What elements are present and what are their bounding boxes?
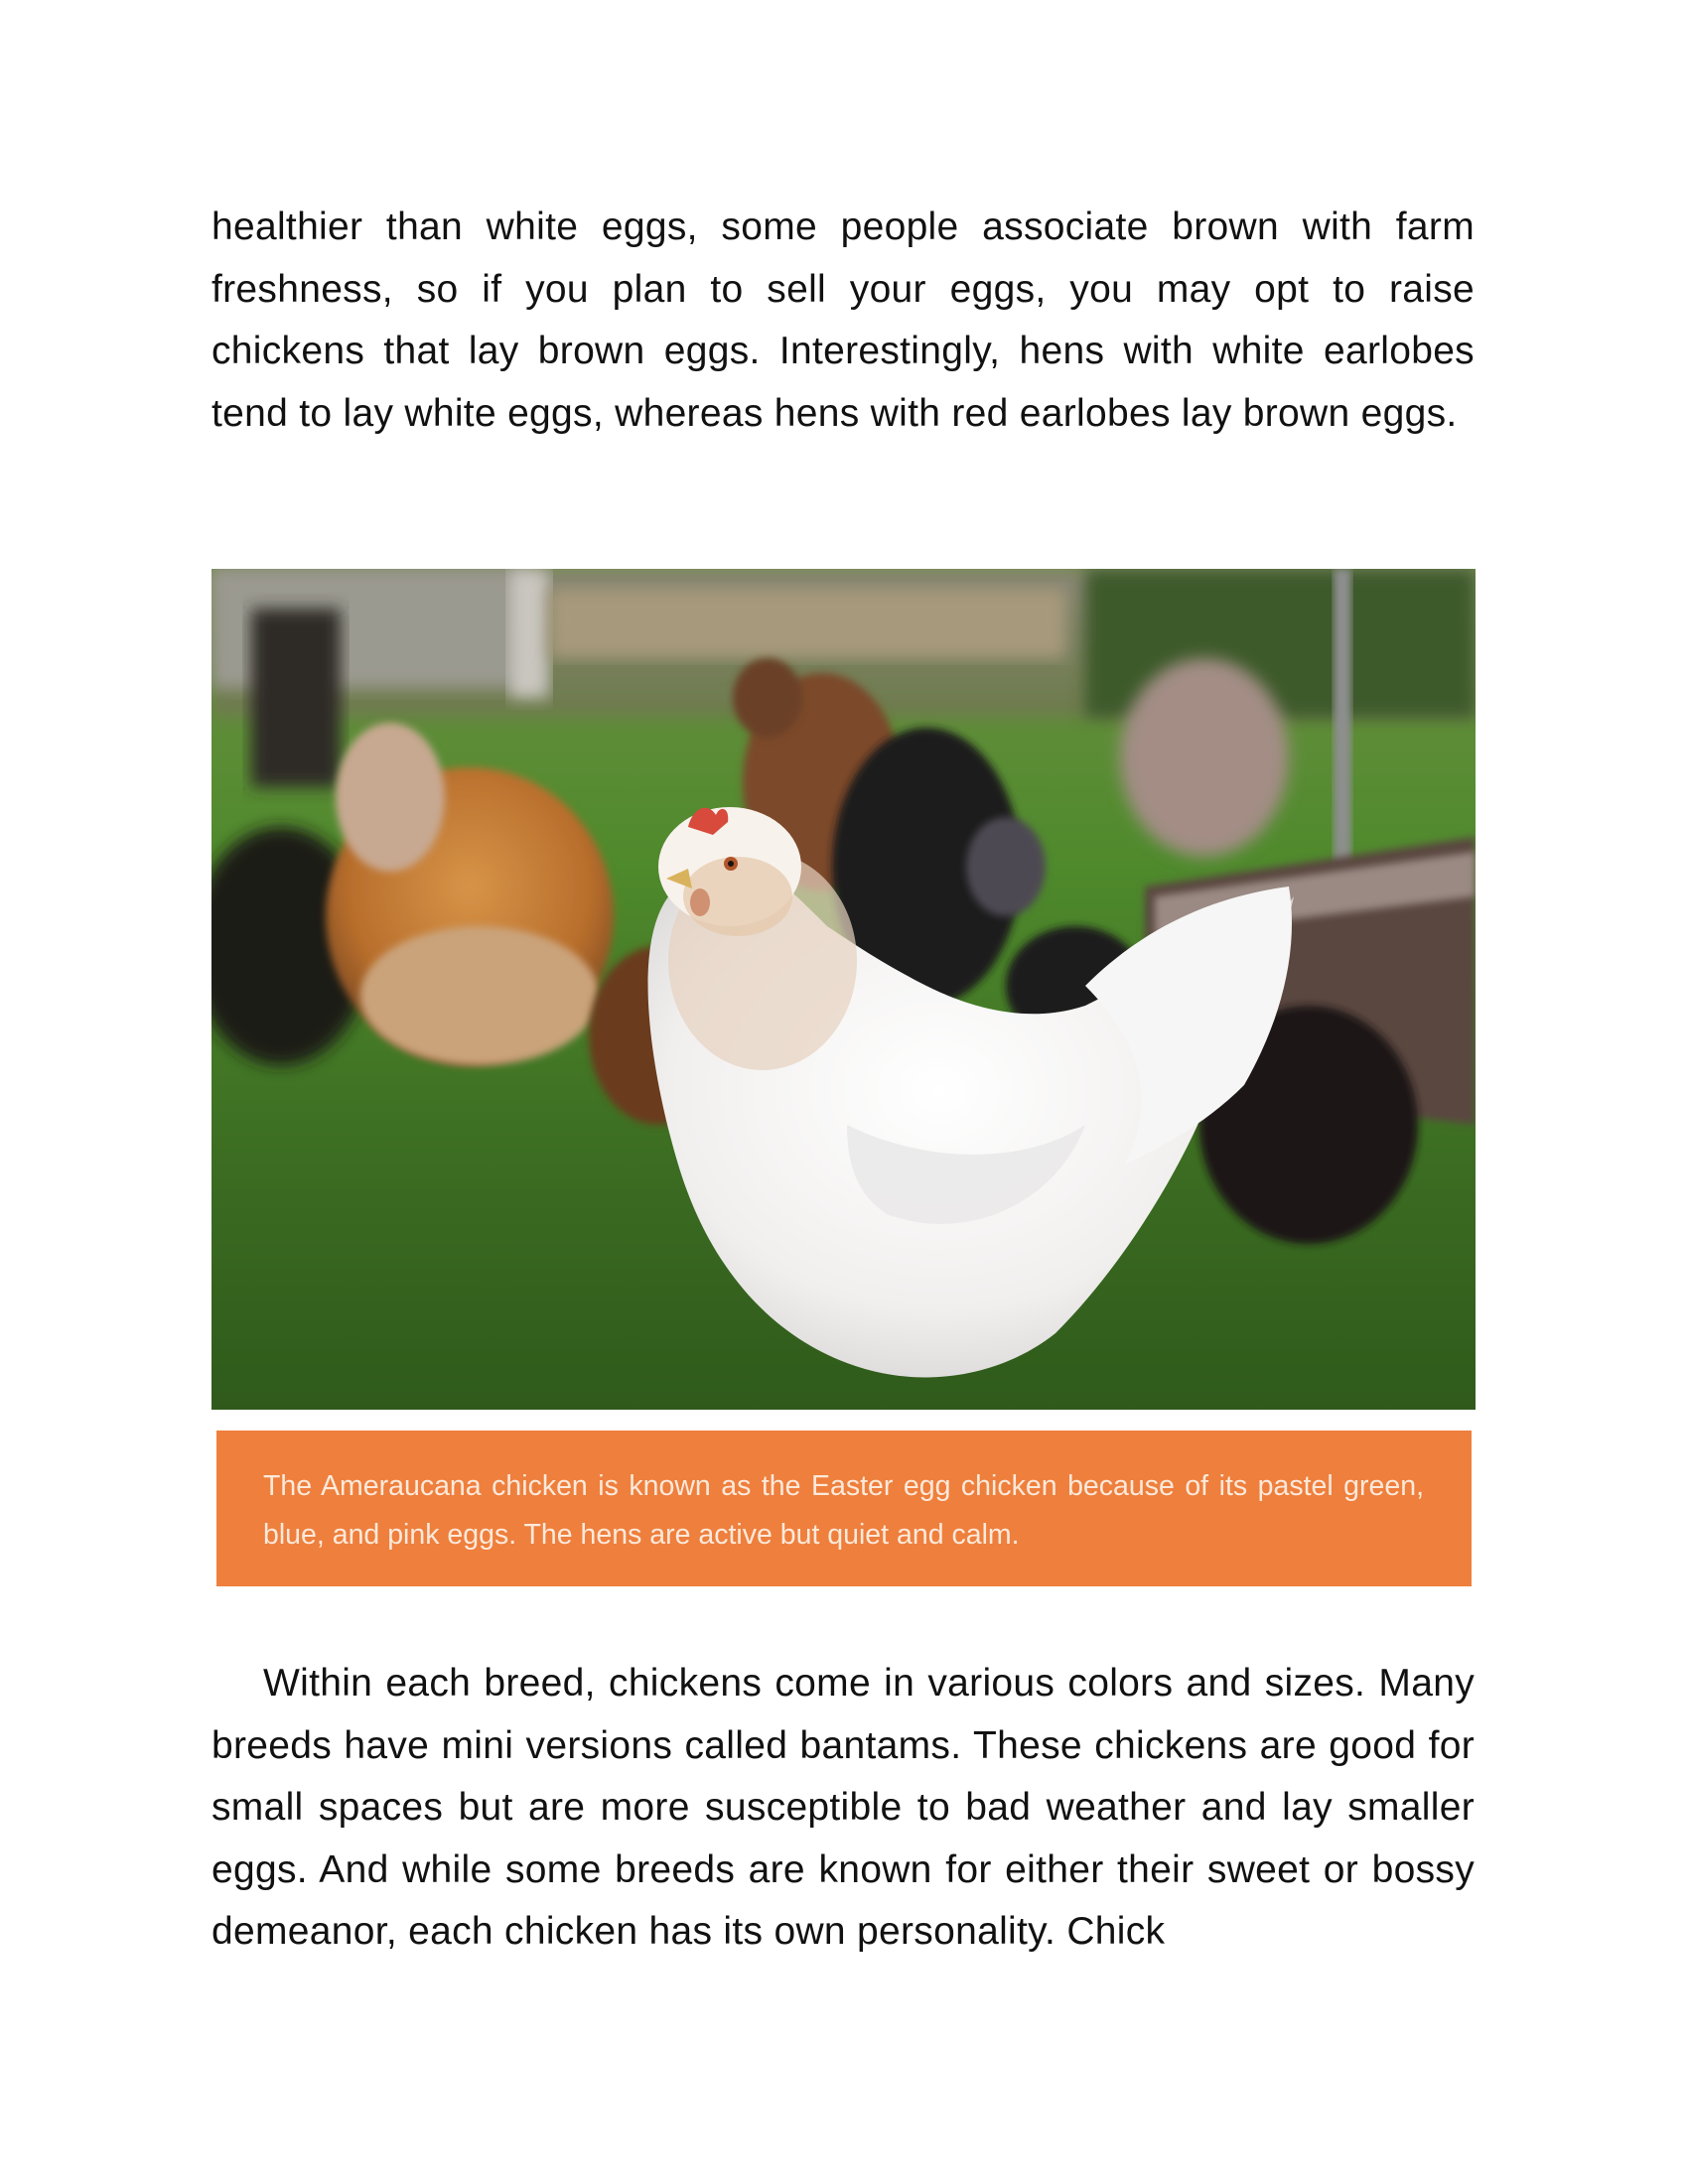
caption-text: The Ameraucana chicken is known as the Easter egg chicken because of its pastel green, blue, and pink eggs. The hens are active but quiet and calm. [263,1470,1424,1551]
chicken-photo [211,569,1476,1410]
caption-box [216,1431,1472,1586]
body-paragraph-top: healthier than white eggs, some people associate brown with farm freshness, so if you plan to sell your eggs, you may opt to raise chickens that lay brown eggs. Interestingly, hens with white earlobes tend to lay white eggs, whereas hens with red earlobes lay brown eggs. [211,205,1475,435]
body-paragraph-bottom: Within each breed, chickens come in various colors and sizes. Many breeds have mini versions called bantams. These chickens are good for small spaces but are more susceptible to bad weather and lay smaller eggs. And while some breeds are known for either their sweet or bossy demeanor, each chicken has its own personality. Chick [211,1662,1475,1953]
